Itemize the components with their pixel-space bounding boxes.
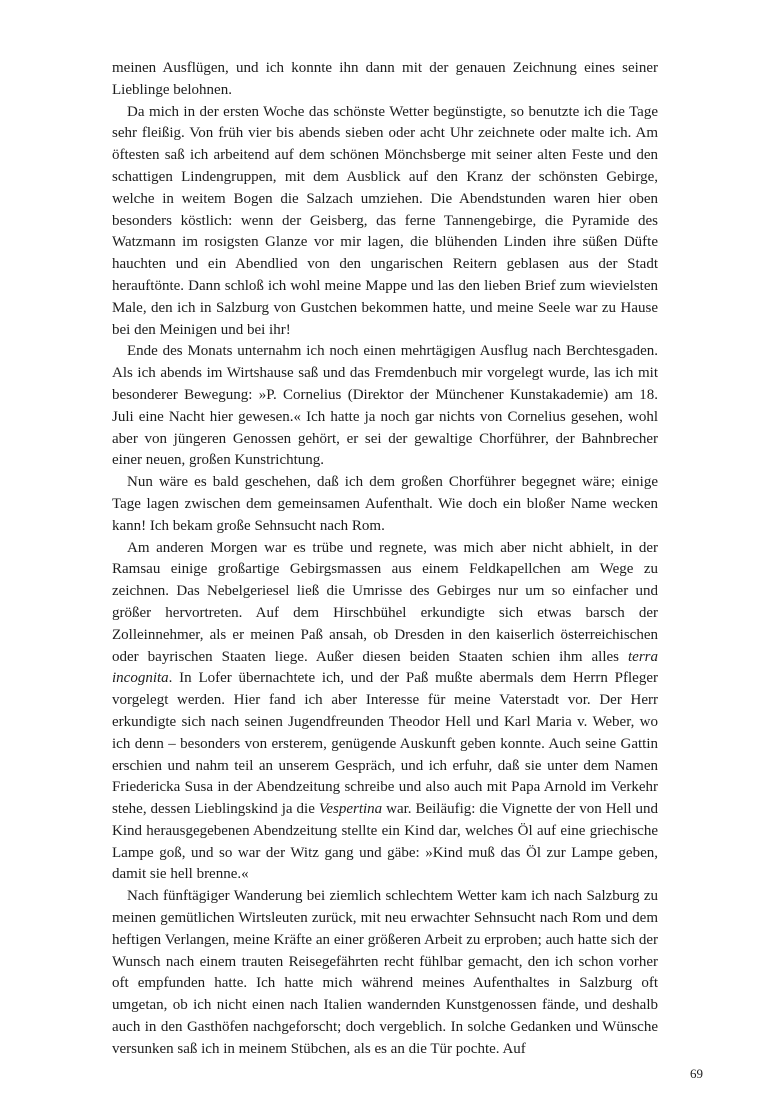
italic-phrase: terra incognita (112, 648, 658, 687)
paragraph-continuation: meinen Ausflügen, und ich konnte ihn dann mit der genauen Zeichnung eines seiner Lieblinge belohnen. (112, 60, 658, 98)
paragraph: Ende des Monats unternahm ich noch einen mehrtägigen Ausflug nach Berchtesgaden. Als ich abends im Wirtshause saß und das Fremdenbuch mir vorgelegt wurde, las ich mit besonderer Bewegung: »P. Cornelius (Direktor der Münchener Kunstakademie) am 18. Juli eine Nacht hier gewesen.« Ich hatte ja noch gar nichts von Cornelius gesehen, wohl aber von jüngeren Genossen gehört, er sei der gewaltige Chorführer, der Bahnbrecher einer neuen, großen Kunstrichtung. (112, 343, 658, 469)
paragraph (112, 538, 658, 887)
paragraph-text: Am anderen Morgen war es trübe und regnete, was mich aber nicht abhielt, in der Ramsau einige großartige Gebirgsmassen aus einem Feldkapellchen am Wege zu zeichnen. Das Nebelgeriesel ließ die Umrisse des Gebirges nur um so einfacher und größer hervortreten. Auf dem Hirschbühel erkundigte sich etwas barsch der Zolleinnehmer, als er meinen Paß ansah, ob Dresden in den kaiserlich österreichischen oder bayrischen Staaten liege. Außer diesen beiden Staaten schien ihm alles (112, 539, 658, 665)
italic-phrase: Vespertina (318, 801, 383, 818)
paragraph: Nach fünftägiger Wanderung bei ziemlich schlechtem Wetter kam ich nach Salzburg zu meinen gemütlichen Wirtsleuten zurück, mit neu erwachter Sehnsucht nach Rom und dem heftigen Verlangen, meine Kräfte an einer größeren Arbeit zu erproben; auch hatte sich der Wunsch nach einem trauten Reisegefährten recht fühlbar gemacht, den ich schon vorher oft empfunden hatte. Ich hatte mich während meines Aufenthaltes in Salzburg oft umgetan, ob ich nicht einen nach Italien wandernden Kunstgenossen fände, und deshalb auch in den Gasthöfen nachgeforscht; doch vergeblich. In solche Gedanken und Wünsche versunken saß ich in meinem Stübchen, als es an die Tür pochte. Auf (112, 888, 658, 1057)
paragraph-text: . In Lofer übernachtete ich, und der Paß mußte abermals dem Herrn Pfleger vorgelegt werden. Hier fand ich aber Interesse für meine Vaterstadt vor. Der Herr erkundigte sich nach seinen Jugendfreunden Theodor Hell und Karl Maria v. Weber, wo ich denn – besonders von ersterem, genügende Auskunft geben konnte. Auch seine Gattin erschien und nahm teil an unserem Gespräch, und ich erfuhr, daß sie unter dem Namen Friedericka Susa in der Abendzeitung schreibe und also auch mit Papa Arnold im Verkehr stehe, dessen Lieblingskind ja die (112, 670, 658, 818)
paragraph-text: war. Beiläufig: die Vignette der von Hell und Kind herausgegebenen Abendzeitung stellte ein Kind dar, welches Öl auf eine griechische Lampe goß, und so war der Witz gang und gäbe: »Kind muß das Öl zur Lampe geben, damit sie hell brenne.« (112, 801, 658, 883)
paragraph: Nun wäre es bald geschehen, daß ich dem großen Chorführer begegnet wäre; einige Tage lagen zwischen dem gemeinsamen Aufenthalt. Wie doch ein bloßer Name wecken kann! Ich bekam große Sehnsucht nach Rom. (112, 474, 658, 534)
text-block (112, 58, 658, 1061)
paragraph: Da mich in der ersten Woche das schönste Wetter begünstigte, so benutzte ich die Tage sehr fleißig. Von früh vier bis abends sieben oder acht Uhr zeichnete oder malte ich. Am öftesten saß ich arbeitend auf dem schönen Mönchsberge mit seiner alten Feste und den schattigen Lindengruppen, mit dem Ausblick auf den Kranz der schönsten Gebirge, welche in weitem Bogen die Salzach umziehen. Die Abendstunden waren hier oben besonders köstlich: wenn der Geisberg, das ferne Tannengebirge, die Pyramide des Watzmann im rosigsten Glanze vor mir lagen, die blühenden Linden ihre süßen Düfte hauchten und ein Abendlied von den ungarischen Reitern geblasen aus der Stadt herauftönte. Dann schloß ich wohl meine Mappe und las den lieben Brief zum wievielsten Male, den ich in Salzburg von Gustchen bekommen hatte, und meine Seele war zu Hause bei den Meinigen und bei ihr! (112, 103, 658, 338)
page-number: 69 (690, 1066, 703, 1081)
